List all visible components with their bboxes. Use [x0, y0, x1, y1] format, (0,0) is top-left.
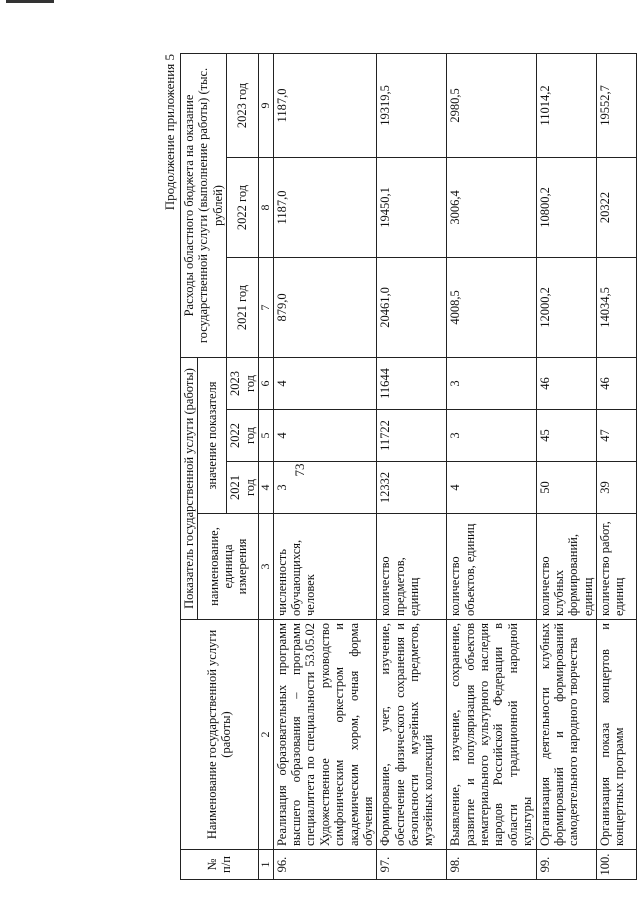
table-row: [597, 53, 637, 879]
value-2023: 46: [597, 357, 637, 409]
budget-2022: 1187,0: [273, 157, 377, 257]
service-name: Организация деятельности клубных формирований и формирований самодеятельного народного творчества: [536, 620, 597, 850]
page-number: 73: [292, 463, 307, 477]
budget-2022: 20322: [597, 157, 637, 257]
top-edge-mark: [6, 0, 54, 3]
column-number: 4: [258, 462, 273, 514]
value-2021: 39: [597, 462, 637, 514]
budget-2021: 20461,0: [377, 257, 447, 357]
header-year: 2021 год: [227, 257, 259, 357]
value-2021: 12332: [377, 462, 447, 514]
table-row: [447, 53, 536, 879]
value-2022: 4: [273, 410, 377, 462]
service-name: Организация показа концертов и концертных программ: [597, 620, 637, 850]
budget-2023: 19319,5: [377, 53, 447, 157]
table-row: [377, 53, 447, 879]
rotated-table-page: [162, 54, 627, 880]
service-name: Реализация образовательных программ высшего образования – программ специалитета по специальности 53.05.02 Художественное руководство симфоническим оркестром и академическим хором, очная форма обучения: [273, 620, 377, 850]
row-number: 96.: [273, 850, 377, 880]
value-2021: 4: [447, 462, 536, 514]
header-budget: Расходы областного бюджета на оказание государственной услуги (выполнение работы) (тыс. рублей): [181, 53, 227, 357]
budget-2021: 4008,5: [447, 257, 536, 357]
value-2022: 3: [447, 410, 536, 462]
indicator-name: количество работ, единиц: [597, 514, 637, 620]
header-indicator-name-unit: наименование, единица измерения: [198, 514, 259, 620]
column-number: 1: [258, 850, 273, 880]
column-number: 9: [258, 53, 273, 157]
row-number: 97.: [377, 850, 447, 880]
value-2021: 50: [536, 462, 597, 514]
column-number-row: [258, 53, 273, 879]
table-row: [273, 53, 377, 879]
value-2022: 47: [597, 410, 637, 462]
service-name: Формирование, учет, изучение, обеспечение физического сохранения и безопасности музейных предметов, музейных коллекций: [377, 620, 447, 850]
budget-2022: 10800,2: [536, 157, 597, 257]
column-number: 3: [258, 514, 273, 620]
row-number: 99.: [536, 850, 597, 880]
indicator-name: количество клубных формирований, единиц: [536, 514, 597, 620]
services-table: [180, 53, 637, 880]
column-number: 8: [258, 157, 273, 257]
header-row-1: [181, 53, 198, 879]
header-year: 2023 год: [227, 357, 259, 409]
budget-2023: 1187,0: [273, 53, 377, 157]
budget-2023: 2980,5: [447, 53, 536, 157]
value-2023: 11644: [377, 357, 447, 409]
header-year: 2022 год: [227, 157, 259, 257]
header-year: 2023 год: [227, 53, 259, 157]
appendix-caption: Продолжение приложения 5: [162, 54, 177, 211]
value-2023: 4: [273, 357, 377, 409]
header-service-name: Наименование государственной услуги (работы): [181, 620, 259, 850]
value-2023: 46: [536, 357, 597, 409]
budget-2021: 14034,5: [597, 257, 637, 357]
budget-2021: 12000,2: [536, 257, 597, 357]
budget-2021: 879,0: [273, 257, 377, 357]
header-year: 2021 год: [227, 462, 259, 514]
budget-2023: 19552,7: [597, 53, 637, 157]
indicator-name: численность обучающихся, человек: [273, 514, 377, 620]
value-2023: 3: [447, 357, 536, 409]
value-2021: 3: [273, 462, 377, 514]
budget-2023: 11014,2: [536, 53, 597, 157]
indicator-name: количество предметов, единиц: [377, 514, 447, 620]
budget-2022: 19450,1: [377, 157, 447, 257]
indicator-name: количество объектов, единиц: [447, 514, 536, 620]
header-year: 2022 год: [227, 410, 259, 462]
header-no: № п/п: [181, 850, 259, 880]
row-number: 98.: [447, 850, 536, 880]
column-number: 5: [258, 410, 273, 462]
header-indicator: Показатель государственной услуги (работы): [181, 357, 198, 619]
column-number: 2: [258, 620, 273, 850]
header-indicator-value: значение показателя: [198, 357, 227, 513]
value-2022: 45: [536, 410, 597, 462]
column-number: 7: [258, 257, 273, 357]
table-row: [536, 53, 597, 879]
service-name: Выявление, изучение, сохранение, развитие и популяризация объектов нематериального культурного наследия народов Российской Федерации в области традиционной народной культуры: [447, 620, 536, 850]
column-number: 6: [258, 357, 273, 409]
value-2022: 11722: [377, 410, 447, 462]
row-number: 100.: [597, 850, 637, 880]
budget-2022: 3006,4: [447, 157, 536, 257]
